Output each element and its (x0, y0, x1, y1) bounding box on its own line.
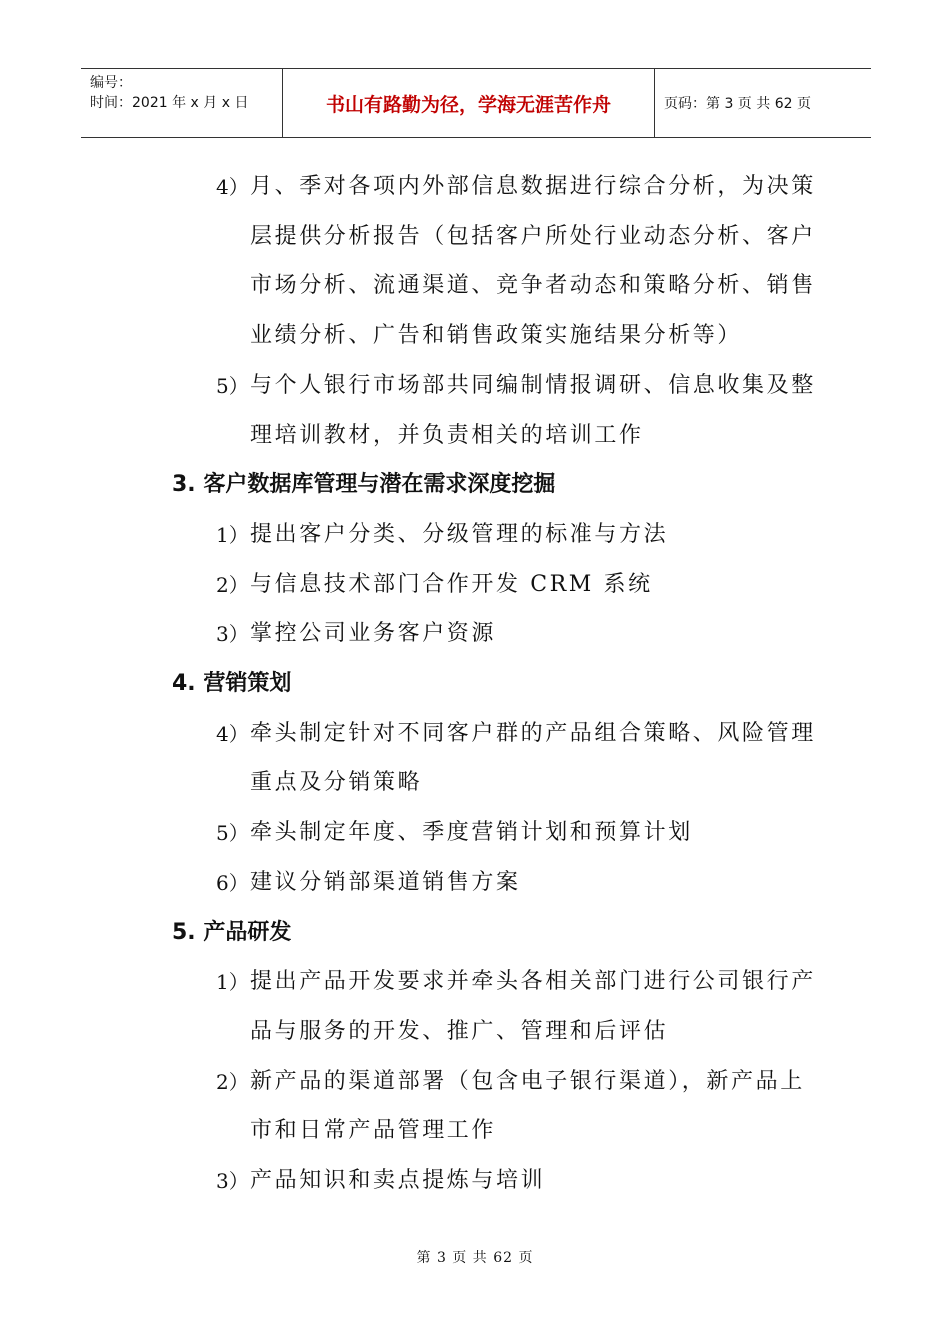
list-item-text: 与个人银行市场部共同编制情报调研、信息收集及整 (250, 373, 816, 398)
header-motto: 书山有路勤为径，学海无涯苦作舟 (325, 93, 611, 116)
time-label: 时间：2021 年 x 月 x 日 (90, 95, 249, 111)
list-item-text: 重点及分销策略 (250, 770, 423, 795)
list-item-number: 4） (216, 175, 249, 199)
serial-label: 编号： (90, 75, 132, 91)
list-item-text: 市和日常产品管理工作 (250, 1118, 497, 1143)
list-item-text: 与信息技术部门合作开发 CRM 系统 (250, 572, 653, 597)
list-item-text: 新产品的渠道部署（包含电子银行渠道），新产品上 (250, 1069, 805, 1094)
section-heading: 4. 营销策划 (172, 671, 292, 696)
list-item-text: 品与服务的开发、推广、管理和后评估 (250, 1019, 669, 1044)
list-item-number: 1） (216, 970, 249, 994)
list-item-text: 层提供分析报告（包括客户所处行业动态分析、客户 (250, 224, 816, 249)
list-item-text: 牵头制定年度、季度营销计划和预算计划 (250, 820, 693, 845)
list-item-number: 2） (216, 1070, 249, 1094)
header-meta (90, 73, 280, 113)
list-item-number: 4） (216, 722, 249, 746)
list-item-number: 5） (216, 374, 249, 398)
section-heading: 3. 客户数据库管理与潜在需求深度挖掘 (172, 472, 556, 497)
list-item-text: 掌控公司业务客户资源 (250, 621, 497, 646)
list-item-text: 理培训教材，并负责相关的培训工作 (250, 423, 644, 448)
header-divider (654, 69, 655, 137)
list-item-text: 建议分销部渠道销售方案 (250, 870, 521, 895)
document-header (81, 68, 871, 138)
list-item-text: 月、季对各项内外部信息数据进行综合分析，为决策 (250, 174, 816, 199)
list-item-number: 5） (216, 821, 249, 845)
list-item-number: 1） (216, 523, 249, 547)
page-footer: 第 3 页 共 62 页 (416, 1250, 534, 1266)
list-item-text: 业绩分析、广告和销售政策实施结果分析等） (250, 323, 743, 348)
list-item-number: 2） (216, 573, 249, 597)
list-item-text: 市场分析、流通渠道、竞争者动态和策略分析、销售 (250, 273, 816, 298)
section-heading: 5. 产品研发 (172, 920, 292, 945)
list-item-text: 牵头制定针对不同客户群的产品组合策略、风险管理 (250, 721, 816, 746)
header-page-code: 页码：第 3 页 共 62 页 (664, 96, 811, 112)
list-item-number: 3） (216, 1169, 249, 1193)
list-item-text: 提出产品开发要求并牵头各相关部门进行公司银行产 (250, 969, 816, 994)
list-item-number: 3） (216, 622, 249, 646)
list-item-text: 提出客户分类、分级管理的标准与方法 (250, 522, 669, 547)
list-item-number: 6） (216, 871, 249, 895)
list-item-text: 产品知识和卖点提炼与培训 (250, 1168, 546, 1193)
